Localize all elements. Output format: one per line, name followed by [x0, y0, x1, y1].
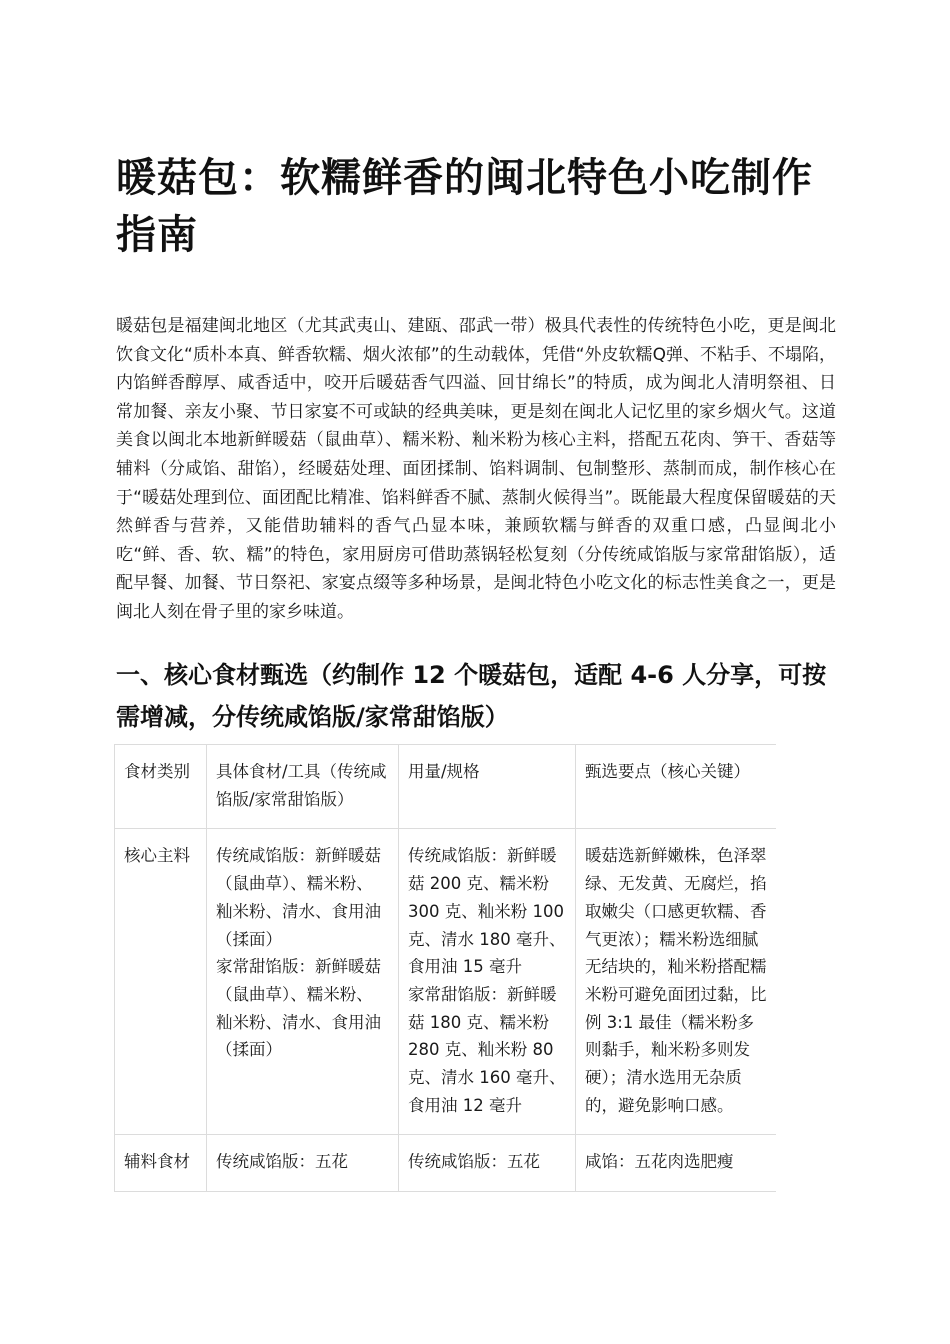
ingredients-table	[114, 744, 776, 1192]
document-page	[116, 150, 836, 738]
cell-amount-salty: 传统咸馅版：新鲜暖菇 200 克、糯米粉 300 克、籼米粉 100 克、清水 180 毫升、食用油 15 毫升	[408, 846, 566, 977]
section-heading-ingredients: 一、核心食材甄选（约制作 12 个暖菇包，适配 4-6 人分享，可按需增减，分传统咸馅版/家常甜馅版）	[116, 660, 827, 731]
ingredients-table-container	[114, 744, 776, 1202]
header-cell-category: 食材类别	[115, 745, 207, 829]
cell-tips: 咸馅：五花肉选肥瘦	[576, 1135, 777, 1192]
cell-amount-salty: 传统咸馅版：五花	[408, 1152, 540, 1172]
header-cell-tips: 甄选要点（核心关键）	[576, 745, 777, 829]
cell-items-sweet: 家常甜馅版：新鲜暖菇（鼠曲草）、糯米粉、籼米粉、清水、食用油（揉面）	[216, 957, 381, 1060]
cell-amount	[399, 829, 576, 1135]
cell-items	[207, 829, 399, 1135]
cell-category: 辅料食材	[115, 1135, 207, 1192]
table-row	[115, 1135, 777, 1192]
cell-items-salty: 传统咸馅版：新鲜暖菇（鼠曲草）、糯米粉、籼米粉、清水、食用油（揉面）	[216, 846, 381, 949]
page-title: 暖菇包：软糯鲜香的闽北特色小吃制作指南	[116, 155, 813, 258]
cell-amount-sweet: 家常甜馅版：新鲜暖菇 180 克、糯米粉 280 克、籼米粉 80 克、清水 160 毫升、食用油 12 毫升	[408, 984, 566, 1115]
header-cell-items: 具体食材/工具（传统咸馅版/家常甜馅版）	[207, 745, 399, 829]
cell-items	[207, 1135, 399, 1192]
cell-category: 核心主料	[115, 829, 207, 1135]
cell-tips: 暖菇选新鲜嫩株，色泽翠绿、无发黄、无腐烂，掐取嫩尖（口感更软糯、香气更浓）；糯米粉选细腻无结块的，籼米粉搭配糯米粉可避免面团过黏，比例 3:1 最佳（糯米粉多则黏手，籼米粉多则发硬）；清水选用无杂质的，避免影响口感。	[576, 829, 777, 1135]
table-row	[115, 829, 777, 1135]
header-cell-amount: 用量/规格	[399, 745, 576, 829]
cell-items-salty: 传统咸馅版：五花	[216, 1152, 348, 1172]
table-header-row	[115, 745, 777, 829]
intro-paragraph: 暖菇包是福建闽北地区（尤其武夷山、建瓯、邵武一带）极具代表性的传统特色小吃，更是闽北饮食文化“质朴本真、鲜香软糯、烟火浓郁”的生动载体，凭借“外皮软糯Q弹、不粘手、不塌陷，内馅鲜香醇厚、咸香适中，咬开后暖菇香气四溢、回甘绵长”的特质，成为闽北人清明祭祖、日常加餐、亲友小聚、节日家宴不可或缺的经典美味，更是刻在闽北人记忆里的家乡烟火气。这道美食以闽北本地新鲜暖菇（鼠曲草）、糯米粉、籼米粉为核心主料，搭配五花肉、笋干、香菇等辅料（分咸馅、甜馅），经暖菇处理、面团揉制、馅料调制、包制整形、蒸制而成，制作核心在于“暖菇处理到位、面团配比精准、馅料鲜香不腻、蒸制火候得当”。既能最大程度保留暖菇的天然鲜香与营养，又能借助辅料的香气凸显本味，兼顾软糯与鲜香的双重口感，凸显闽北小吃“鲜、香、软、糯”的特色，家用厨房可借助蒸锅轻松复刻（分传统咸馅版与家常甜馅版），适配早餐、加餐、节日祭祀、家宴点缀等多种场景，是闽北特色小吃文化的标志性美食之一，更是闽北人刻在骨子里的家乡味道。	[116, 316, 836, 622]
cell-amount	[399, 1135, 576, 1192]
